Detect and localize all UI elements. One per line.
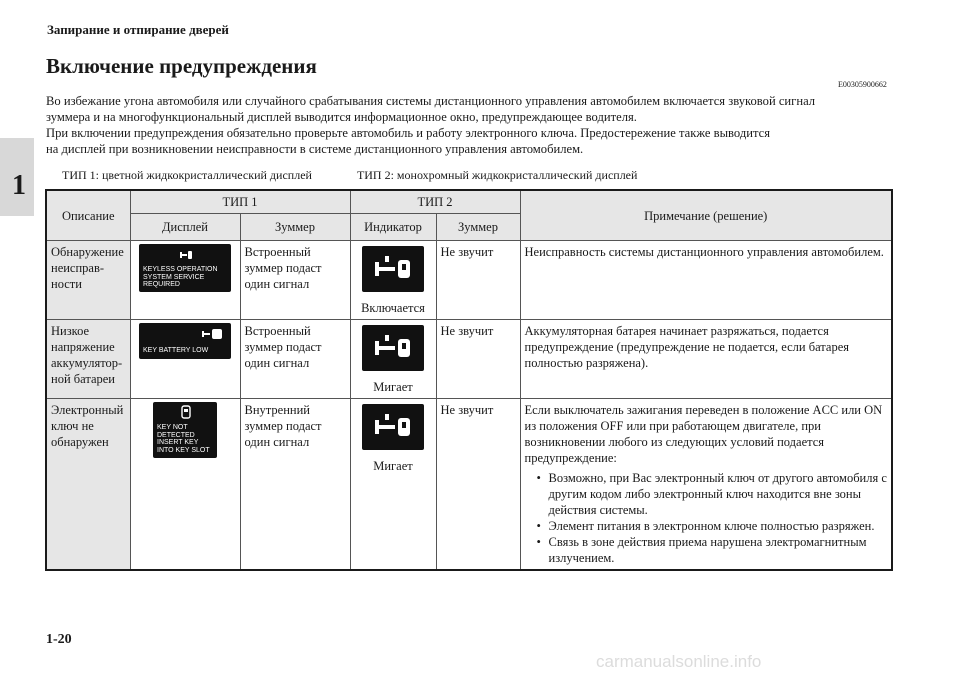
- table-row: [46, 241, 892, 320]
- intro-text: [46, 93, 916, 157]
- warning-table: [45, 189, 893, 571]
- row-description: Обнаружение неисправ- ности: [46, 241, 130, 320]
- type1-legend: ТИП 1: цветной жидкокристаллический дисплей: [62, 168, 312, 182]
- section-code: E00305900662: [838, 80, 887, 89]
- col-header-type2: ТИП 2: [350, 190, 520, 214]
- row-buzzer1: Внутренний зуммер подаст один сигнал: [240, 399, 350, 571]
- row-buzzer2: Не звучит: [436, 241, 520, 320]
- key-indicator-icon: [362, 404, 424, 450]
- display-cell: [130, 320, 240, 399]
- row-description: Низкое напряжение аккумулятор- ной батареи: [46, 320, 130, 399]
- key-indicator-icon: [362, 246, 424, 292]
- col-header-indicator: Индикатор: [350, 214, 436, 241]
- row-note-cell: [520, 399, 892, 571]
- lcd-line: REQUIRED: [143, 281, 180, 288]
- col-header-buzzer1: Зуммер: [240, 214, 350, 241]
- key-indicator-icon: [362, 325, 424, 371]
- indicator-state: Мигает: [373, 380, 413, 394]
- indicator-cell: [350, 399, 436, 571]
- row-description: Электронный ключ не обнаружен: [46, 399, 130, 571]
- intro-line: на дисплей при возникновении неисправности в системе дистанционного управления автомобилем.: [46, 142, 584, 156]
- row-buzzer1: Встроенный зуммер подаст один сигнал: [240, 241, 350, 320]
- lcd-keyless-service: [139, 244, 231, 292]
- lcd-line: KEY BATTERY LOW: [143, 346, 209, 354]
- key-warning-icon: [179, 248, 193, 262]
- key-battery-icon: [201, 327, 223, 341]
- lcd-line: INTO KEY SLOT: [157, 446, 210, 454]
- note-bullets: [525, 470, 888, 566]
- display-cell: [130, 399, 240, 571]
- col-header-buzzer2: Зуммер: [436, 214, 520, 241]
- indicator-cell: [350, 320, 436, 399]
- chapter-number: 1: [12, 170, 26, 201]
- row-buzzer2: Не звучит: [436, 320, 520, 399]
- intro-line: Во избежание угона автомобиля или случайного срабатывания системы дистанционного управления автомобилем включается звуковой сигнал: [46, 94, 816, 108]
- display-cell: [130, 241, 240, 320]
- bullet-item: • Возможно, при Вас электронный ключ от другого автомобиля с другим кодом либо электронный ключ находится вне зоны действия системы.: [537, 470, 888, 518]
- bullet-item: • Связь в зоне действия приема нарушена электромагнитным излучением.: [537, 534, 888, 566]
- running-header: Запирание и отпирание дверей: [47, 22, 229, 37]
- type-legend: [62, 168, 637, 183]
- lcd-line: SYSTEM SERVICE: [143, 273, 205, 281]
- section-title: Включение предупреждения: [46, 54, 317, 78]
- lcd-line: KEYLESS OPERATION: [143, 266, 218, 273]
- intro-line: зуммера и на многофункциональный дисплей выводится информационное окно, предупреждающее водителя.: [46, 110, 637, 124]
- table-header-row: [46, 190, 892, 214]
- type2-legend: ТИП 2: монохромный жидкокристаллический дисплей: [356, 168, 638, 182]
- row-buzzer2: Не звучит: [436, 399, 520, 571]
- row-note: Аккумуляторная батарея начинает разряжаться, подается предупреждение (предупреждение не подается, если батарея полностью разряжена).: [520, 320, 892, 399]
- col-header-type1: ТИП 1: [130, 190, 350, 214]
- lcd-key-battery-low: [139, 323, 231, 359]
- lcd-line: INSERT KEY: [157, 439, 199, 446]
- col-header-note: Примечание (решение): [520, 190, 892, 241]
- indicator-state: Включается: [361, 301, 425, 315]
- page-number: 1-20: [46, 632, 72, 647]
- smart-key-icon: [179, 405, 193, 419]
- row-note: Неисправность системы дистанционного управления автомобилем.: [520, 241, 892, 320]
- col-header-description: Описание: [46, 190, 130, 241]
- table-row: [46, 399, 892, 571]
- indicator-state: Мигает: [373, 459, 413, 473]
- bullet-item: • Элемент питания в электронном ключе полностью разряжен.: [537, 518, 888, 534]
- intro-line: При включении предупреждения обязательно проверьте автомобиль и работу электронного ключа. Предостережение также выводится: [46, 126, 771, 140]
- row-buzzer1: Встроенный зуммер подаст один сигнал: [240, 320, 350, 399]
- col-header-display: Дисплей: [130, 214, 240, 241]
- row-note: Если выключатель зажигания переведен в положение ACC или ON из положения OFF или при работающем двигателе, при возникновении любого из следующих условий подается предупреждение:: [524, 403, 883, 465]
- watermark: carmanualsonline.info: [596, 652, 762, 671]
- table-row: [46, 320, 892, 399]
- lcd-key-not-detected: [153, 402, 217, 458]
- indicator-cell: [350, 241, 436, 320]
- lcd-line: KEY NOT DETECTED: [157, 424, 195, 439]
